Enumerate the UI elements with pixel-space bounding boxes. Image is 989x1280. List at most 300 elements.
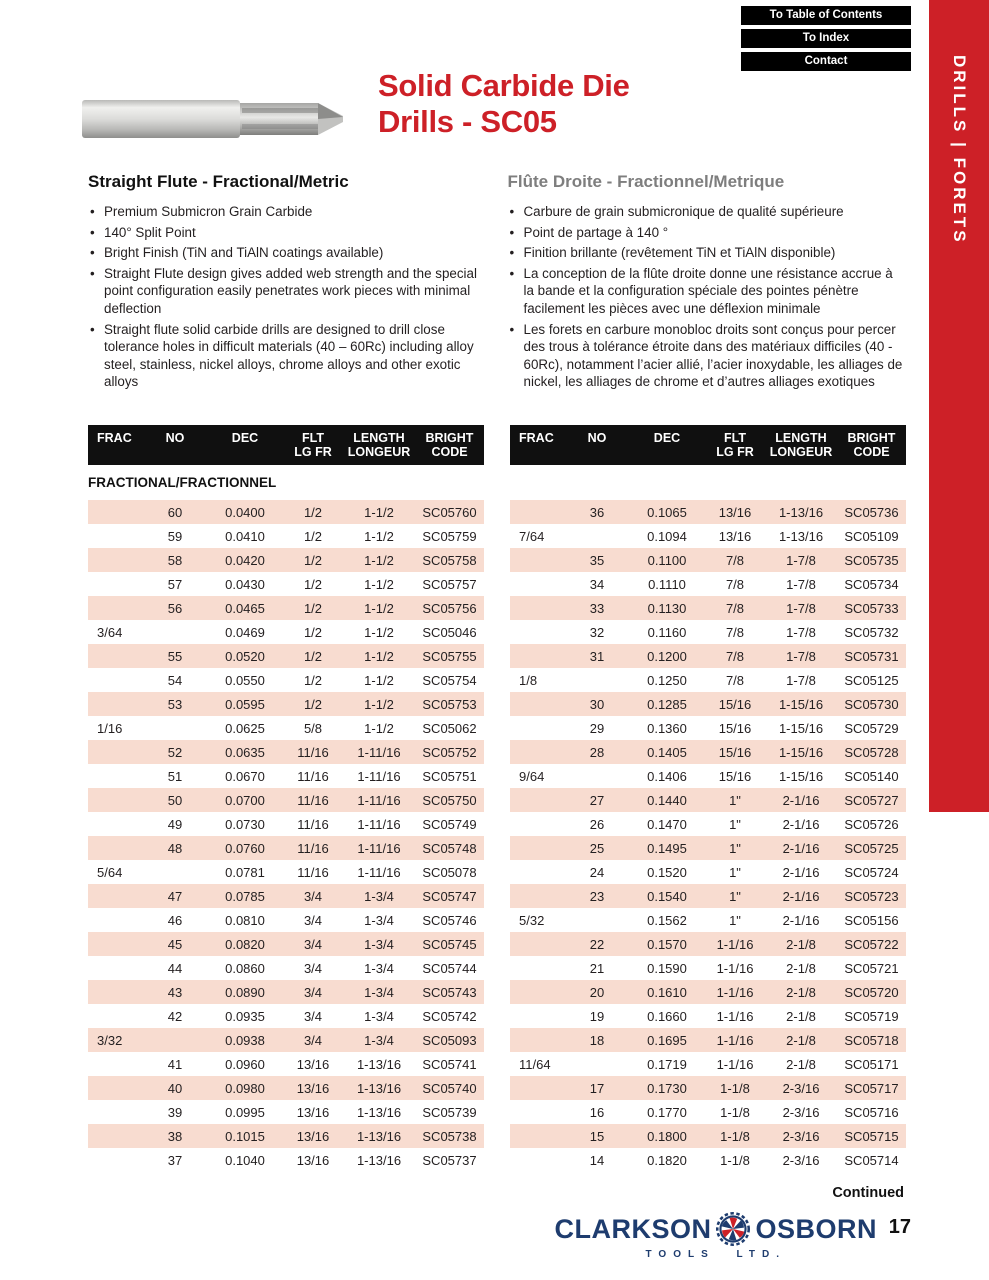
nav-button-to-table-of-contents[interactable]: To Table of Contents <box>740 5 912 26</box>
table-cell: 15/16 <box>718 720 752 736</box>
table-cell: 7/8 <box>725 648 745 664</box>
table-cell: 1-1/2 <box>364 576 394 592</box>
table-cell: 1-3/4 <box>364 1032 394 1048</box>
table-cell: 0.0890 <box>225 984 265 1000</box>
table-cell: 1-3/4 <box>364 1008 394 1024</box>
table-cell: SC05727 <box>844 792 899 808</box>
table-row <box>510 1100 906 1124</box>
table-cell: 16 <box>589 1104 605 1120</box>
table-cell: 0.0410 <box>225 528 265 544</box>
right-table <box>510 425 906 1172</box>
table-cell: 42 <box>167 1008 183 1024</box>
table-cell: 2-3/16 <box>782 1152 820 1168</box>
table-row <box>510 644 906 668</box>
table-cell: 11/16 <box>297 840 329 856</box>
table-cell: 1-11/16 <box>357 744 401 760</box>
table-cell: 2-1/16 <box>782 912 820 928</box>
table-row <box>510 500 906 524</box>
table-row <box>88 764 484 788</box>
table-cell: 15/16 <box>718 768 752 784</box>
table-row <box>510 956 906 980</box>
drill-bit-image <box>80 88 350 150</box>
table-cell: 54 <box>167 672 183 688</box>
table-cell: 3/4 <box>303 936 323 952</box>
table-cell: SC05749 <box>422 816 477 832</box>
table-cell: 46 <box>167 912 183 928</box>
table-cell: 1-7/8 <box>786 648 816 664</box>
table-cell: 0.0635 <box>225 744 265 760</box>
table-cell: SC05171 <box>844 1056 899 1072</box>
table-cell: 53 <box>167 696 183 712</box>
table-cell: 2-1/16 <box>782 888 820 904</box>
column-header: FLT LG FR <box>294 431 332 459</box>
table-cell: SC05125 <box>844 672 899 688</box>
title-line2: Drills - SC05 <box>378 103 557 139</box>
table-cell: 1-1/2 <box>364 648 394 664</box>
table-cell: 1/16 <box>97 720 123 736</box>
table-cell: 34 <box>589 576 605 592</box>
table-row <box>88 1124 484 1148</box>
table-cell: SC05723 <box>844 888 899 904</box>
table-cell: 0.1562 <box>647 912 687 928</box>
table-cell: 3/4 <box>303 1032 323 1048</box>
table-cell: 14 <box>589 1152 605 1168</box>
table-row <box>510 1004 906 1028</box>
bullet-item: • Les forets en carbure monobloc droits sont conçus pour percer des trous à tolérance étroite dans des matériaux difficiles (40 - 60Rc), notamment l’acier allié, l’acier inoxydable, les alliages de nickel, les alliages de chrome et d’autres alliages exotiques <box>508 321 906 391</box>
table-cell: SC05742 <box>422 1008 477 1024</box>
table-cell: 0.0860 <box>225 960 265 976</box>
table-row <box>88 1148 484 1172</box>
gear-icon <box>716 1212 750 1246</box>
table-row <box>510 596 906 620</box>
table-cell: 1/2 <box>303 624 323 640</box>
table-cell: 1/2 <box>303 696 323 712</box>
table-row <box>88 548 484 572</box>
table-cell: 1-3/4 <box>364 960 394 976</box>
table-cell: 0.0670 <box>225 768 265 784</box>
table-cell: 1/8 <box>519 672 538 688</box>
table-cell: 0.1040 <box>225 1152 265 1168</box>
table-cell: 1-1/16 <box>716 1008 754 1024</box>
table-cell: 56 <box>167 600 183 616</box>
table-cell: 0.0430 <box>225 576 265 592</box>
table-cell: 0.1520 <box>647 864 687 880</box>
bullet-item: • Point de partage à 140 ° <box>508 224 906 242</box>
table-cell: 11/16 <box>297 744 329 760</box>
table-cell: 3/4 <box>303 960 323 976</box>
bullet-item: • Carbure de grain submicronique de qualité supérieure <box>508 203 906 221</box>
table-cell: 1-11/16 <box>357 768 401 784</box>
table-cell: 1-15/16 <box>778 744 824 760</box>
table-row <box>88 500 484 524</box>
table-cell: 1" <box>729 840 741 856</box>
table-cell: 2-1/8 <box>786 960 816 976</box>
table-cell: 13/16 <box>296 1056 330 1072</box>
table-cell: SC05078 <box>422 864 477 880</box>
table-cell: 0.0700 <box>225 792 265 808</box>
table-cell: 2-1/16 <box>782 816 820 832</box>
table-cell: 9/64 <box>519 768 545 784</box>
table-cell: SC05719 <box>844 1008 899 1024</box>
table-cell: 1-13/16 <box>356 1056 402 1072</box>
table-cell: 57 <box>167 576 183 592</box>
table-cell: 0.0520 <box>225 648 265 664</box>
table-row <box>88 524 484 548</box>
table-cell: SC05747 <box>422 888 477 904</box>
bullet-item: • Straight flute solid carbide drills are designed to drill close tolerance holes in difficult materials (40 – 60Rc) including alloy steel, stainless, nickel alloys, chrome alloys and other exotic alloys <box>88 321 481 391</box>
table-cell: 1-1/2 <box>364 552 394 568</box>
table-cell: SC05156 <box>844 912 899 928</box>
table-cell: 7/8 <box>725 600 745 616</box>
table-cell: 0.0465 <box>225 600 265 616</box>
table-row <box>88 836 484 860</box>
table-cell: 5/32 <box>519 912 545 928</box>
table-cell: 59 <box>167 528 183 544</box>
table-row <box>510 836 906 860</box>
table-cell: 1/2 <box>303 504 323 520</box>
table-cell: SC05718 <box>844 1032 899 1048</box>
page-footer <box>0 1212 989 1272</box>
table-cell: SC05735 <box>844 552 899 568</box>
table-cell: 0.1770 <box>647 1104 687 1120</box>
table-cell: SC05757 <box>422 576 477 592</box>
table-cell: 21 <box>589 960 605 976</box>
table-cell: 1-3/4 <box>364 936 394 952</box>
table-cell: 1-13/16 <box>356 1128 402 1144</box>
table-cell: 1-1/2 <box>364 504 394 520</box>
drill-photo <box>80 88 350 155</box>
table-cell: 0.0420 <box>225 552 265 568</box>
table-cell: 0.1590 <box>647 960 687 976</box>
table-cell: 58 <box>167 552 183 568</box>
page-title <box>378 68 630 139</box>
table-cell: 1-13/16 <box>356 1104 402 1120</box>
table-cell: 35 <box>589 552 605 568</box>
table-cell: 0.0980 <box>225 1080 265 1096</box>
table-cell: 24 <box>589 864 605 880</box>
table-cell: 1-11/16 <box>357 792 401 808</box>
table-cell: 11/64 <box>519 1056 551 1072</box>
table-cell: 0.1110 <box>648 576 686 592</box>
table-cell: 1-11/16 <box>357 864 401 880</box>
table-cell: 29 <box>589 720 605 736</box>
title-line1: Solid Carbide Die <box>378 68 630 103</box>
table-cell: 3/32 <box>97 1032 123 1048</box>
table-row <box>510 908 906 932</box>
table-cell: 18 <box>589 1032 605 1048</box>
table-cell: 0.1730 <box>647 1080 687 1096</box>
table-cell: 13/16 <box>718 504 752 520</box>
table-row <box>510 1028 906 1052</box>
table-cell: 7/8 <box>725 672 745 688</box>
table-spacer <box>510 465 906 500</box>
table-cell: 1-13/16 <box>356 1152 402 1168</box>
table-cell: 33 <box>589 600 605 616</box>
brand-line <box>554 1212 877 1246</box>
table-cell: 1-13/16 <box>356 1080 402 1096</box>
table-row <box>88 980 484 1004</box>
table-cell: 15/16 <box>718 696 752 712</box>
table-cell: 1-11/16 <box>357 840 401 856</box>
table-cell: SC05759 <box>422 528 477 544</box>
table-cell: SC05721 <box>844 960 899 976</box>
column-header: FRAC <box>519 431 554 445</box>
table-cell: 0.1250 <box>647 672 687 688</box>
table-cell: 1/2 <box>303 648 323 664</box>
table-cell: 41 <box>167 1056 183 1072</box>
table-cell: 1" <box>729 792 741 808</box>
table-cell: 1-3/4 <box>364 888 394 904</box>
table-cell: 28 <box>589 744 605 760</box>
table-row <box>510 668 906 692</box>
table-cell: 1-1/2 <box>364 672 394 688</box>
bullet-item: • Bright Finish (TiN and TiAlN coatings available) <box>88 244 481 262</box>
english-section <box>88 172 481 394</box>
table-cell: 22 <box>589 936 605 952</box>
table-cell: 13/16 <box>296 1128 330 1144</box>
table-cell: SC05724 <box>844 864 899 880</box>
table-row <box>88 620 484 644</box>
table-cell: 1/2 <box>303 552 323 568</box>
table-row <box>88 1100 484 1124</box>
table-cell: 0.1540 <box>647 888 687 904</box>
table-cell: SC05046 <box>422 624 477 640</box>
table-cell: 1-1/16 <box>716 1056 754 1072</box>
table-cell: 1-13/16 <box>778 504 824 520</box>
table-cell: SC05731 <box>844 648 899 664</box>
table-cell: 1-7/8 <box>786 672 816 688</box>
table-cell: 2-1/8 <box>786 936 816 952</box>
table-cell: 11/16 <box>297 864 329 880</box>
table-cell: 1-7/8 <box>786 624 816 640</box>
table-cell: 1-15/16 <box>778 720 824 736</box>
table-cell: 17 <box>589 1080 605 1096</box>
table-cell: 7/8 <box>725 576 745 592</box>
table-cell: SC05758 <box>422 552 477 568</box>
table-row <box>510 620 906 644</box>
spec-tables <box>88 425 906 1172</box>
section-color-bar <box>929 0 989 812</box>
table-cell: 60 <box>167 504 183 520</box>
table-cell: 38 <box>167 1128 183 1144</box>
nav-button-contact[interactable]: Contact <box>740 51 912 72</box>
table-cell: 2-1/16 <box>782 792 820 808</box>
table-row <box>510 716 906 740</box>
table-cell: 0.1200 <box>647 648 687 664</box>
table-cell: 1-13/16 <box>778 528 824 544</box>
column-header: DEC <box>231 431 259 445</box>
table-cell: 0.0625 <box>225 720 265 736</box>
table-cell: 2-1/8 <box>786 984 816 1000</box>
table-cell: 50 <box>167 792 183 808</box>
left-table-header <box>88 425 484 465</box>
table-cell: 1/2 <box>303 528 323 544</box>
table-row <box>510 1148 906 1172</box>
table-row <box>88 692 484 716</box>
table-cell: 1/2 <box>303 672 323 688</box>
table-cell: 2-1/8 <box>786 1056 816 1072</box>
table-section-label: FRACTIONAL/FRACTIONNEL <box>88 475 277 490</box>
english-bullets <box>88 203 481 391</box>
table-row <box>510 860 906 884</box>
nav-button-to-index[interactable]: To Index <box>740 28 912 49</box>
table-row <box>88 932 484 956</box>
table-row <box>88 884 484 908</box>
table-row <box>88 1052 484 1076</box>
table-cell: SC05733 <box>844 600 899 616</box>
table-cell: 0.0810 <box>225 912 265 928</box>
table-row <box>88 908 484 932</box>
french-bullets <box>508 203 906 391</box>
table-row <box>88 572 484 596</box>
table-cell: 49 <box>167 816 183 832</box>
table-cell: 30 <box>589 696 605 712</box>
table-cell: 1/2 <box>303 600 323 616</box>
table-cell: SC05109 <box>844 528 899 544</box>
table-cell: 36 <box>589 504 605 520</box>
table-cell: 40 <box>167 1080 183 1096</box>
table-row <box>510 932 906 956</box>
column-header: BRIGHT CODE <box>847 431 896 459</box>
table-cell: SC05726 <box>844 816 899 832</box>
table-cell: 1-1/2 <box>364 624 394 640</box>
table-cell: 0.0995 <box>225 1104 265 1120</box>
table-cell: 1" <box>729 816 741 832</box>
table-cell: 5/8 <box>303 720 323 736</box>
left-table-body <box>88 500 484 1172</box>
table-cell: 23 <box>589 888 605 904</box>
table-cell: 0.1285 <box>647 696 687 712</box>
table-row <box>88 1076 484 1100</box>
bullet-item: • La conception de la flûte droite donne une résistance accrue à la bande et la configuration spéciale des pointes pénètre facilement les pièces avec une déflexion minimale <box>508 265 906 318</box>
table-cell: SC05752 <box>422 744 477 760</box>
column-header: FLT LG FR <box>716 431 754 459</box>
table-cell: SC05754 <box>422 672 477 688</box>
table-cell: SC05740 <box>422 1080 477 1096</box>
table-cell: 0.1160 <box>647 624 687 640</box>
table-cell: SC05732 <box>844 624 899 640</box>
table-cell: SC05753 <box>422 696 477 712</box>
table-cell: 1" <box>729 888 741 904</box>
table-cell: 15/16 <box>718 744 752 760</box>
table-cell: 31 <box>589 648 605 664</box>
table-cell: 1-1/2 <box>364 696 394 712</box>
table-row <box>510 572 906 596</box>
table-cell: 2-1/16 <box>782 840 820 856</box>
table-cell: 3/4 <box>303 912 323 928</box>
table-cell: SC05093 <box>422 1032 477 1048</box>
table-cell: 27 <box>589 792 605 808</box>
table-cell: 1-1/2 <box>364 528 394 544</box>
column-header: FRAC <box>97 431 132 445</box>
table-row <box>510 1124 906 1148</box>
table-cell: 0.1406 <box>647 768 687 784</box>
table-cell: 2-3/16 <box>782 1104 820 1120</box>
table-cell: 1" <box>729 912 741 928</box>
table-cell: SC05737 <box>422 1152 477 1168</box>
table-cell: 1-7/8 <box>786 552 816 568</box>
table-cell: 0.1660 <box>647 1008 687 1024</box>
table-cell: 13/16 <box>296 1080 330 1096</box>
table-cell: 0.1360 <box>647 720 687 736</box>
table-row <box>88 860 484 884</box>
table-cell: 11/16 <box>297 768 329 784</box>
french-heading: Flûte Droite - Fractionnel/Metrique <box>507 172 785 191</box>
table-cell: SC05729 <box>844 720 899 736</box>
table-cell: SC05755 <box>422 648 477 664</box>
table-cell: 48 <box>167 840 183 856</box>
table-row <box>510 788 906 812</box>
column-header: NO <box>165 431 185 445</box>
table-cell: 39 <box>167 1104 183 1120</box>
table-cell: 11/16 <box>297 816 329 832</box>
table-cell: 20 <box>589 984 605 1000</box>
table-cell: SC05760 <box>422 504 477 520</box>
column-header: LENGTH LONGEUR <box>347 431 411 459</box>
table-cell: 1-7/8 <box>786 576 816 592</box>
table-cell: SC05750 <box>422 792 477 808</box>
table-cell: 0.0550 <box>225 672 265 688</box>
table-cell: SC05714 <box>844 1152 899 1168</box>
table-row <box>510 524 906 548</box>
table-cell: 0.0730 <box>225 816 265 832</box>
table-cell: SC05734 <box>844 576 899 592</box>
table-cell: 1-1/2 <box>364 720 394 736</box>
table-cell: 37 <box>167 1152 183 1168</box>
table-cell: 25 <box>589 840 605 856</box>
table-cell: 1-1/16 <box>716 960 754 976</box>
table-cell: 1-15/16 <box>778 768 824 784</box>
table-cell: SC05756 <box>422 600 477 616</box>
table-cell: 1-1/8 <box>720 1104 750 1120</box>
table-cell: 0.0781 <box>225 864 265 880</box>
table-cell: SC05716 <box>844 1104 899 1120</box>
table-cell: 0.1719 <box>647 1056 687 1072</box>
table-row <box>510 548 906 572</box>
table-cell: 1-15/16 <box>778 696 824 712</box>
table-row <box>88 740 484 764</box>
table-cell: 0.0760 <box>225 840 265 856</box>
table-cell: 1-1/8 <box>720 1080 750 1096</box>
table-cell: SC05715 <box>844 1128 899 1144</box>
table-cell: SC05741 <box>422 1056 477 1072</box>
table-cell: SC05744 <box>422 960 477 976</box>
table-cell: 1-1/16 <box>716 936 754 952</box>
sidebar-label: DRILLS | FORETS <box>950 55 969 245</box>
table-cell: 0.0469 <box>225 624 265 640</box>
table-cell: 3/4 <box>303 1008 323 1024</box>
table-cell: 55 <box>167 648 183 664</box>
column-header: BRIGHT CODE <box>425 431 474 459</box>
table-cell: SC05748 <box>422 840 477 856</box>
brand-left: CLARKSON <box>554 1213 712 1244</box>
table-row <box>510 812 906 836</box>
table-cell: 0.0935 <box>225 1008 265 1024</box>
column-header: NO <box>587 431 607 445</box>
table-row <box>88 596 484 620</box>
table-cell: 0.1405 <box>647 744 687 760</box>
table-cell: 1/2 <box>303 576 323 592</box>
table-cell: 13/16 <box>718 528 752 544</box>
table-cell: 43 <box>167 984 183 1000</box>
table-row <box>510 1052 906 1076</box>
table-cell: SC05738 <box>422 1128 477 1144</box>
bullet-item: • Premium Submicron Grain Carbide <box>88 203 481 221</box>
table-row <box>510 692 906 716</box>
table-cell: 3/4 <box>303 888 323 904</box>
table-cell: 0.0820 <box>225 936 265 952</box>
table-cell: 0.0400 <box>225 504 265 520</box>
